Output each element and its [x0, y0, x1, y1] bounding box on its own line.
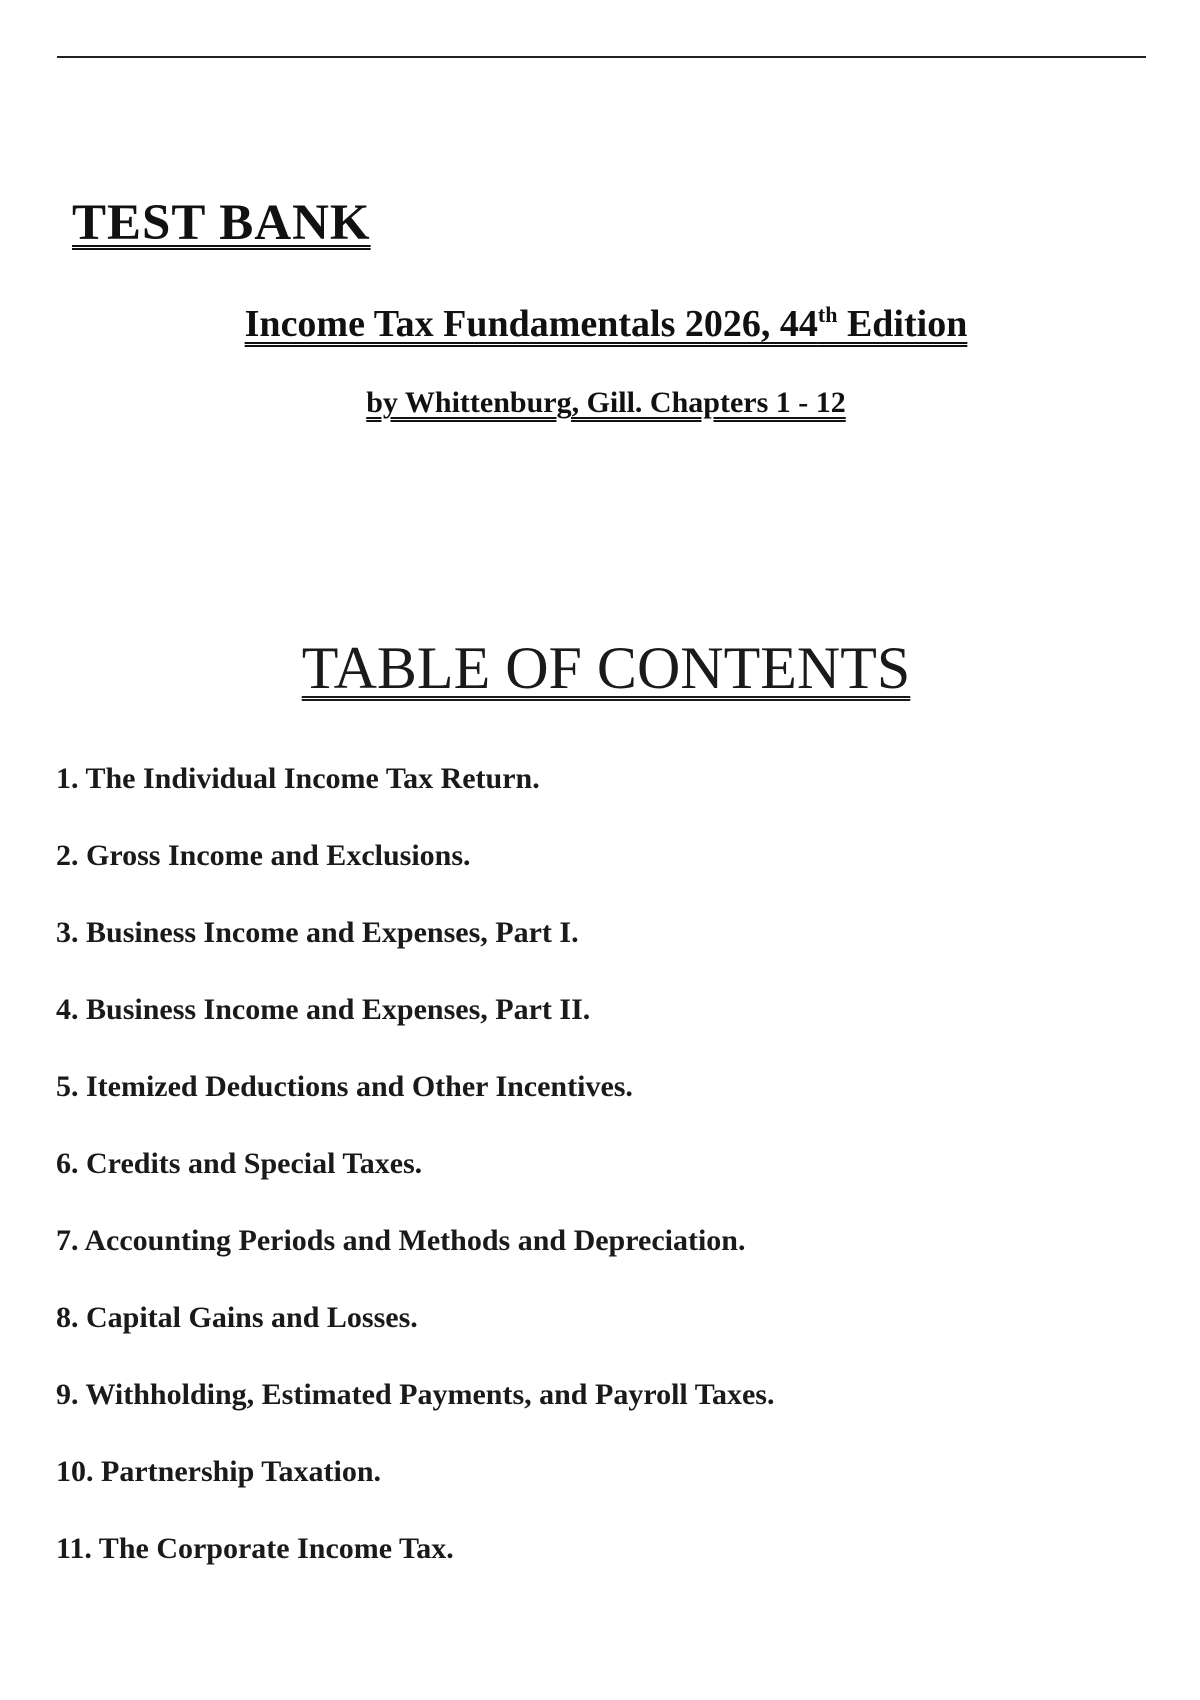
- book-title-suffix: Edition: [837, 303, 968, 345]
- toc-item-8: 8. Capital Gains and Losses.: [56, 1301, 418, 1334]
- toc-item-7: 7. Accounting Periods and Methods and Depreciation.: [56, 1224, 746, 1257]
- test-bank-label: TEST BANK: [72, 195, 371, 251]
- toc-item-11: 11. The Corporate Income Tax.: [56, 1532, 454, 1565]
- toc-item-5: 5. Itemized Deductions and Other Incentives.: [56, 1070, 633, 1103]
- toc-item-3: 3. Business Income and Expenses, Part I.: [56, 916, 579, 949]
- toc-item-4: 4. Business Income and Expenses, Part II.: [56, 993, 591, 1026]
- edition-superscript: th: [817, 302, 838, 327]
- toc-item-9: 9. Withholding, Estimated Payments, and Payroll Taxes.: [56, 1378, 775, 1411]
- toc-item-2: 2. Gross Income and Exclusions.: [56, 839, 471, 872]
- toc-item-10: 10. Partnership Taxation.: [56, 1455, 382, 1488]
- toc-item-6: 6. Credits and Special Taxes.: [56, 1147, 423, 1180]
- toc-heading: TABLE OF CONTENTS: [301, 635, 911, 701]
- top-horizontal-rule: [57, 56, 1146, 58]
- toc-item-1: 1. The Individual Income Tax Return.: [56, 762, 540, 795]
- toc-list: [56, 762, 774, 1609]
- book-title-main: Income Tax Fundamentals 2026, 44: [244, 303, 818, 345]
- book-title: [0, 302, 1200, 345]
- authors-line: by Whittenburg, Gill. Chapters 1 - 12: [366, 386, 846, 419]
